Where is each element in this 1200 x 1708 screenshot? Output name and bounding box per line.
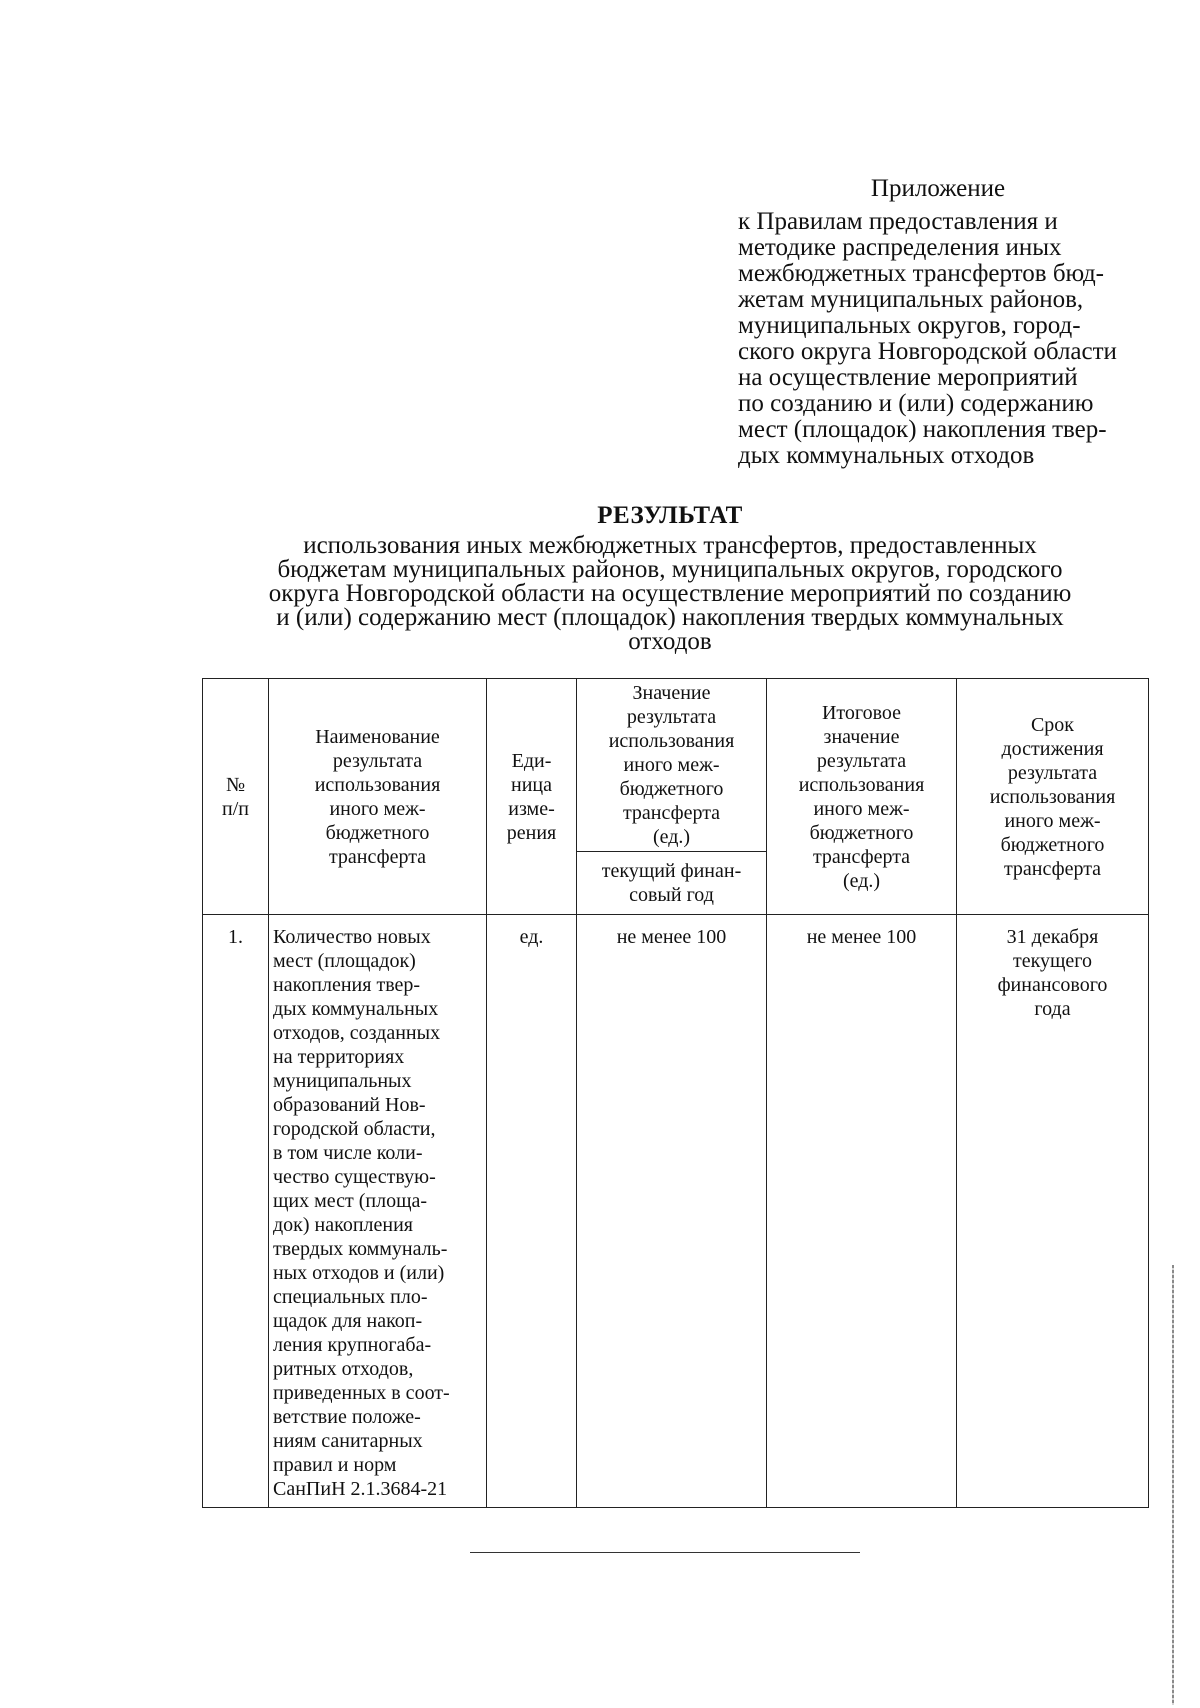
- footer-divider: [470, 1552, 860, 1553]
- header-unit: Еди- ница изме- рения: [487, 679, 577, 915]
- appendix-line: мест (площадок) накопления твер-: [738, 416, 1107, 443]
- heading-line: бюджетам муниципальных районов, муниципальных округов, городского: [277, 556, 1063, 583]
- cell-value: не менее 100: [577, 915, 767, 1508]
- cell-deadline: 31 декабря текущего финансового года: [957, 915, 1149, 1508]
- header-number: № п/п: [203, 679, 269, 915]
- header-value-current-year: текущий финан- совый год: [577, 852, 767, 915]
- table-row: [203, 915, 1149, 1508]
- heading-line: отходов: [628, 628, 712, 655]
- appendix-line: на осуществление мероприятий: [738, 364, 1078, 391]
- header-value: Значение результата использования иного меж- бюджетного трансферта (ед.): [577, 679, 767, 852]
- header-final: Итоговое значение результата использования иного меж- бюджетного трансферта (ед.): [767, 679, 957, 915]
- appendix-line: ского округа Новгородской области: [738, 338, 1117, 365]
- heading-line: использования иных межбюджетных трансфертов, предоставленных: [303, 532, 1037, 559]
- document-heading: [200, 504, 1140, 654]
- header-name: Наименование результата использования иного меж- бюджетного трансферта: [269, 679, 487, 915]
- appendix-line: методике распределения иных: [738, 234, 1062, 261]
- appendix-line: муниципальных округов, город-: [738, 312, 1081, 339]
- cell-final: не менее 100: [767, 915, 957, 1508]
- results-table: [202, 678, 1149, 1508]
- heading-line: и (или) содержанию мест (площадок) накопления твердых коммунальных: [276, 604, 1064, 631]
- document-title: РЕЗУЛЬТАТ: [597, 502, 743, 529]
- appendix-line: дых коммунальных отходов: [738, 442, 1035, 469]
- header-deadline: Срок достижения результата использования иного меж- бюджетного трансферта: [957, 679, 1149, 915]
- cell-unit: ед.: [487, 915, 577, 1508]
- appendix-line: по созданию и (или) содержанию: [738, 390, 1094, 417]
- appendix-line: жетам муниципальных районов,: [738, 286, 1084, 313]
- appendix-line: межбюджетных трансфертов бюд-: [738, 260, 1104, 287]
- cell-name: Количество новых мест (площадок) накопления твер- дых коммунальных отходов, созданных на территориях муниципальных образований Нов- городской области, в том числе коли- чество существую- щих мест (площа- док) накопления твердых коммуналь- ных отходов и (или) специальных пло- щадок для накоп- ления крупногаба- ритных отходов, приведенных в соот- ветствие положе- ниям санитарных правил и норм СанПиН 2.1.3684-21: [269, 915, 487, 1508]
- scan-edge-artifact: [1172, 1265, 1174, 1705]
- table-header-row: [203, 679, 1149, 852]
- heading-line: округа Новгородской области на осуществление мероприятий по созданию: [268, 580, 1072, 607]
- appendix-block: [738, 176, 1138, 469]
- appendix-line: к Правилам предоставления и: [738, 208, 1058, 235]
- cell-number: 1.: [203, 915, 269, 1508]
- appendix-title: Приложение: [870, 175, 1006, 202]
